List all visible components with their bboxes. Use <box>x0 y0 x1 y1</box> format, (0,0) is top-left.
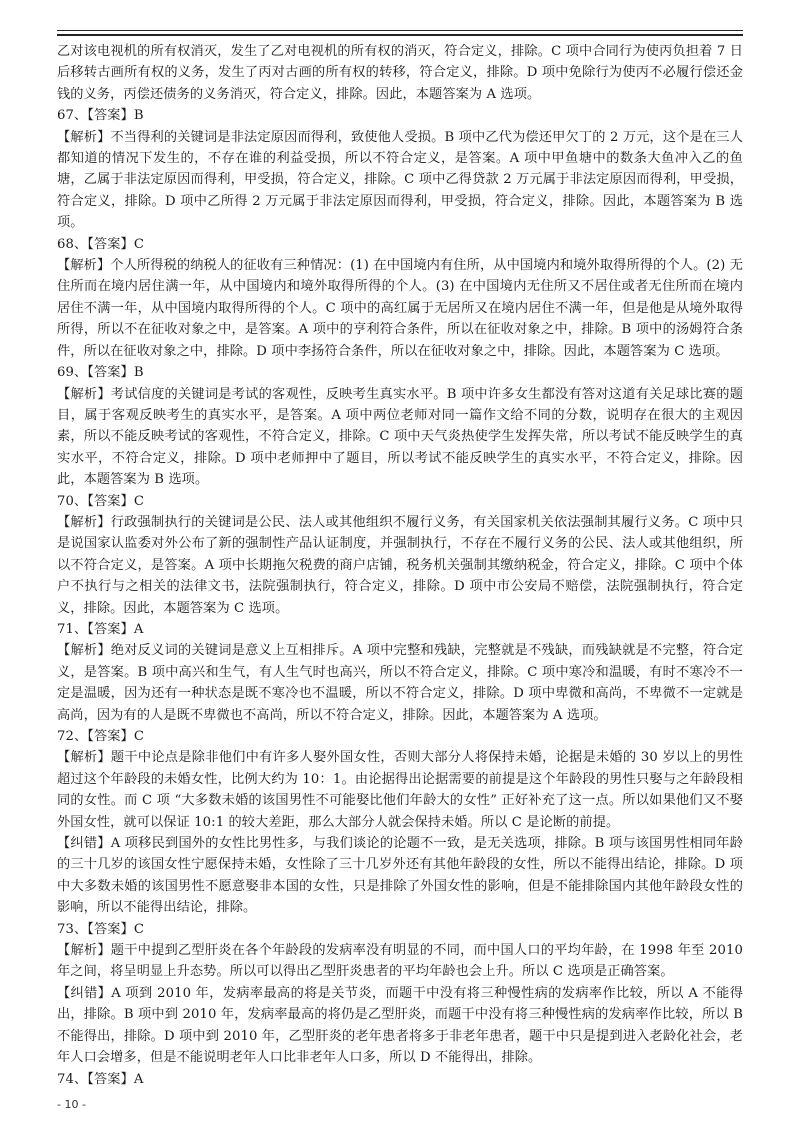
answer-line: 68、【答案】C <box>57 236 145 252</box>
page-number: - 10 - <box>57 1098 86 1111</box>
answer-line: 74、【答案】A <box>57 1071 144 1087</box>
answer-line: 70、【答案】C <box>57 493 145 509</box>
answer-line: 72、【答案】C <box>57 729 145 744</box>
header-rule-thick <box>57 34 743 36</box>
paragraph: 【纠错】A 项移民到国外的女性比男性多，与我们谈论的论题不一致，是无关选项，排除。B 项与该国男性相同年龄的三十几岁的该国女性宁愿保持未婚，女性除了三十几岁外还有其他年龄段的女性，所以不能得出结论，排除。D 项中大多数未婚的该国男性不愿意娶非本国的女性，只是排除了外国女性的影响，但是不能排除国内其他年龄段女性的影响，所以不能得出结论，排除。 <box>57 836 743 916</box>
answer-line: 73、【答案】C <box>57 921 145 937</box>
header-rule-thin <box>57 30 743 31</box>
paragraph: 乙对该电视机的所有权消灭，发生了乙对电视机的所有权的消灭，符合定义，排除。C 项中合同行为使丙负担着 7 日后移转古画所有权的义务，发生了丙对古画的所有权的转移，符合定义，排除。D 项中免除行为使丙不必履行偿还金钱的义务，丙偿还债务的义务消灭，符合定义，排除。因此，本题答案为 A 选项。 <box>57 44 743 102</box>
answer-line: 67、【答案】B <box>57 108 144 124</box>
paragraph: 【解析】题干中提到乙型肝炎在各个年龄段的发病率没有明显的不同，而中国人口的平均年龄，在 1998 年至 2010 年之间，将呈明显上升态势。所以可以得出乙型肝炎患者的平均年龄也会上升。所以 C 选项是正确答案。 <box>57 943 743 980</box>
paragraph: 【解析】题干中论点是除非他们中有许多人娶外国女性，否则大部分人将保持未婚，论据是未婚的 30 岁以上的男性超过这个年龄段的未婚女性，比例大约为 10：1。由论据得出论据需要的前提是这个年龄段的男性只娶与之年龄段相同的女性。而 C 项 “大多数未婚的该国男性不可能娶比他们年龄大的女性” 正好补充了这一点。所以如果他们又不娶外国女性，就可以保证 10:1 的较大差距，那么大部分人就会保持未婚。所以 C 是论断的前提。 <box>57 750 743 830</box>
paragraph: 【纠错】A 项到 2010 年，发病率最高的将是关节炎，而题干中没有将三种慢性病的发病率作比较，所以 A 不能得出，排除。B 项中到 2010 年，发病率最高的将仍是乙型肝炎，而题干中没有将三种慢性病的发病率作比较，所以 B 不能得出，排除。D 项中到 2010 年，乙型肝炎的老年患者将多于非老年患者，题干中只是提到进入老龄化社会，老年人口会增多，但是不能说明老年人口比非老年人口多，所以 D 不能得出，排除。 <box>57 985 743 1066</box>
paragraph: 【解析】绝对反义词的关键词是意义上互相排斥。A 项中完整和残缺，完整就是不残缺，而残缺就是不完整，符合定义，是答案。B 项中高兴和生气，有人生气时也高兴，所以不符合定义，排除。C 项中寒冷和温暖，有时不寒冷不一定是温暖，因为还有一种状态是既不寒冷也不温暖，所以不符合定义，排除。D 项中卑微和高尚，不卑微不一定就是高尚，因为有的人是既不卑微也不高尚，所以不符合定义，排除。因此，本题答案为 A 选项。 <box>57 643 743 723</box>
answer-line: 71、【答案】A <box>57 621 144 637</box>
paragraph: 【解析】不当得利的关键词是非法定原因而得利，致使他人受损。B 项中乙代为偿还甲欠丁的 2 万元，这个是在三人都知道的情况下发生的，不存在谁的利益受损，所以不符合定义，是答案。A 项中甲鱼塘中的数条大鱼冲入乙的鱼塘，乙属于非法定原因而得利，甲受损，符合定义，排除。C 项中乙得贷款 2 万元属于非法定原因而得利，甲受损，符合定义，排除。D 项中乙所得 2 万元属于非法定原因而得利，甲受损，符合定义，排除。因此，本题答案为 B 选项。 <box>57 129 743 231</box>
answer-line: 69、【答案】B <box>57 365 144 381</box>
paragraph: 【解析】个人所得税的纳税人的征收有三种情况：(1) 在中国境内有住所，从中国境内和境外取得所得的个人。(2) 无住所而在境内居住满一年，从中国境内和境外取得所得的个人。(3) 在中国境内无住所又不居住或者无住所而在境内居住不满一年，从中国境内取得所得的个人。C 项中的高红属于无居所又在境内居住不满一年，但是他是从境外取得所得，所以不在征收对象之中，是答案。A 项中的亨利符合条件，所以在征收对象之中，排除。B 项中的汤姆符合条件，所以在征收对象之中，排除。D 项中李扬符合条件，所以在征收对象之中，排除。因此，本题答案为 C 选项。 <box>57 258 743 359</box>
page-content <box>57 41 743 1090</box>
paragraph: 【解析】考试信度的关键词是考试的客观性，反映考生真实水平。B 项中许多女生都没有答对这道有关足球比赛的题目，属于客观反映考生的真实水平，是答案。A 项中两位老师对同一篇作文给不同的分数，说明存在很大的主观因素，所以不能反映考试的客观性，不符合定义，排除。C 项中天气炎热使学生发挥失常，所以考试不能反映学生的真实水平，不符合定义，排除。D 项中老师押中了题目，所以考试不能反映学生的真实水平，不符合定义，排除。因此，本题答案为 B 选项。 <box>57 386 743 488</box>
paragraph: 【解析】行政强制执行的关键词是公民、法人或其他组织不履行义务，有关国家机关依法强制其履行义务。C 项中只是说国家认监委对外公布了新的强制性产品认证制度，并强制执行，不存在不履行义务的公民、法人或其他组织，所以不符合定义，是答案。A 项中长期拖欠税费的商户店铺，税务机关强制其缴纳税金，符合定义，排除。C 项中个体户不执行与之相关的法律文书，法院强制执行，符合定义，排除。D 项中市公安局不赔偿，法院强制执行，符合定义，排除。因此，本题答案为 C 选项。 <box>57 514 743 616</box>
